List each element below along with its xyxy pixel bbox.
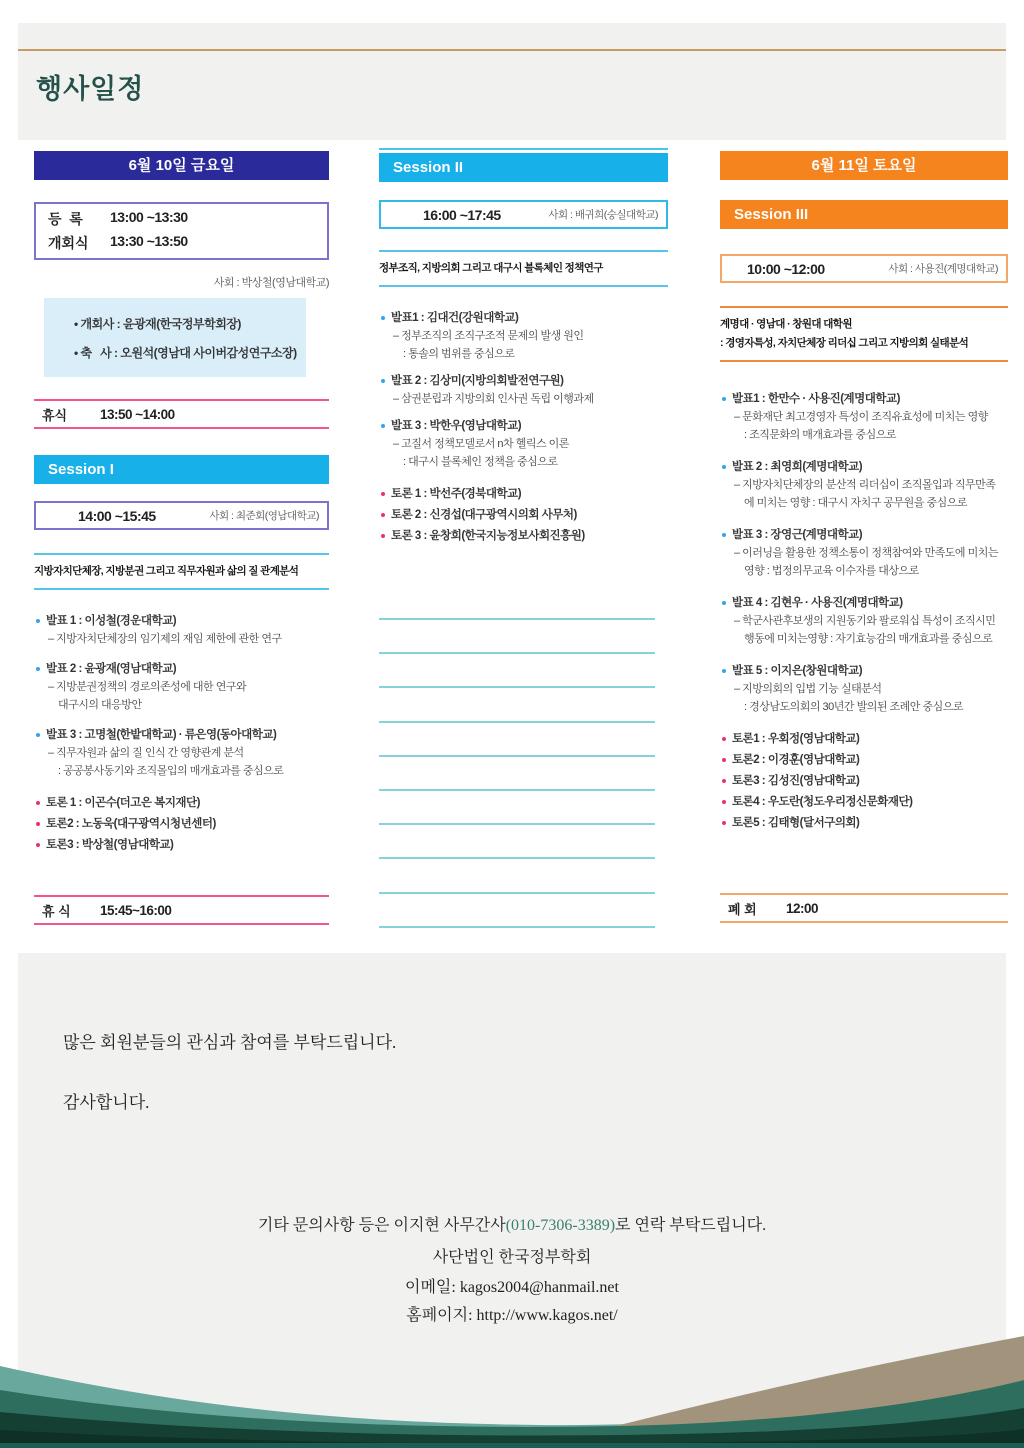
homepage-line: 홈페이지: http://www.kagos.net/ — [406, 1307, 618, 1324]
discussion-item — [720, 772, 1008, 790]
contact-suffix: 로 연락 부탁드립니다. — [615, 1217, 767, 1234]
session2-top-rule — [379, 148, 668, 150]
presentation-bullet-icon — [722, 669, 726, 673]
discussion-item — [720, 730, 1008, 748]
presentation-bullet-icon — [722, 533, 726, 537]
discussion-item — [34, 794, 329, 812]
item-subtitle: : 대구시 블록체인 정책을 중심으로 — [403, 456, 558, 468]
ruled-lines — [379, 618, 655, 938]
organization-name: 사단법인 한국정부학회 — [432, 1249, 592, 1266]
ruled-line — [379, 926, 655, 928]
item-title: 토론2 : 이경훈(영남대학교) — [720, 751, 1008, 769]
contact-prefix: 기타 문의사항 등은 이지현 사무간사 — [257, 1217, 506, 1234]
discussion-bullet-icon — [381, 492, 385, 496]
item-title: 발표1 : 한만수 · 사용진(계명대학교) — [720, 390, 1008, 408]
discussion-item — [720, 814, 1008, 832]
email-line: 이메일: kagos2004@hanmail.net — [405, 1279, 619, 1296]
presentation-item — [720, 390, 1008, 444]
item-title: 발표 3 : 박한우(영남대학교) — [379, 417, 668, 435]
closing-time: 12:00 — [786, 900, 819, 916]
page-title: 행사일정 — [36, 74, 145, 104]
presentation-item — [720, 594, 1008, 648]
discussion-bullet-icon — [381, 534, 385, 538]
session1-item-list — [34, 600, 329, 854]
item-subtitle: : 통솔의 범위를 중심으로 — [403, 348, 515, 360]
item-title: 발표1 : 김대건(강원대학교) — [379, 309, 668, 327]
item-subtitle: – 이러닝을 활용한 정책소통이 정책참여와 만족도에 미치는 — [734, 547, 998, 559]
footer-wave-decoration — [0, 1328, 1024, 1448]
presentation-item — [34, 726, 329, 780]
registration-box — [34, 202, 329, 260]
presentation-bullet-icon — [36, 733, 40, 737]
presentation-item — [379, 417, 668, 471]
item-title: 토론 2 : 신경섭(대구광역시의회 사무처) — [379, 506, 668, 524]
item-title: 발표 5 : 이지은(창원대학교) — [720, 662, 1008, 680]
session2-item-list — [379, 300, 668, 545]
session1-time-box — [34, 501, 329, 530]
item-subtitle: : 경상남도의회의 30년간 발의된 조례안 중심으로 — [744, 701, 963, 713]
item-title: 토론4 : 우도란(청도우리정신문화재단) — [720, 793, 1008, 811]
break-time: 13:50 ~14:00 — [100, 406, 175, 422]
item-title: 발표 3 : 장영근(계명대학교) — [720, 526, 1008, 544]
column-session2 — [379, 0, 668, 955]
presentation-item — [34, 612, 329, 648]
session2-header: Session II — [379, 153, 668, 182]
presentation-bullet-icon — [722, 465, 726, 469]
session3-item-list — [720, 376, 1008, 832]
contact-phone: (010-7306-3389) — [505, 1217, 616, 1234]
session3-topic-line1: 계명대 · 영남대 · 창원대 대학원 — [720, 318, 852, 330]
item-title: 토론3 : 박상철(영남대학교) — [34, 836, 329, 854]
item-subtitle: – 고질서 정책모델로서 n차 헬릭스 이론 — [393, 438, 569, 450]
registration-label: 개회식 — [48, 235, 89, 251]
discussion-item — [720, 793, 1008, 811]
item-subtitle: 에 미치는 영향 : 대구시 자치구 공무원을 중심으로 — [744, 497, 967, 509]
item-subtitle: 대구시의 대응방안 — [58, 699, 142, 711]
session2-topic: 정부조직, 지방의회 그리고 대구시 블록체인 정책연구 — [379, 262, 603, 274]
opening-remark: • 개회사 : 윤광재(한국정부학회장) — [74, 316, 241, 331]
discussion-item — [34, 815, 329, 833]
item-subtitle: – 지방자치단체장의 임기제의 재임 제한에 관한 연구 — [48, 633, 282, 645]
ruled-line — [379, 857, 655, 859]
session3-topic-block — [720, 306, 1008, 362]
item-title: 토론 3 : 윤창희(한국지능정보사회진흥원) — [379, 527, 668, 545]
item-subtitle: – 지방분권정책의 경로의존성에 대한 연구와 — [48, 681, 247, 693]
break-row-2 — [34, 895, 329, 925]
item-subtitle: – 학군사관후보생의 지원동기와 팔로워십 특성이 조직시민 — [734, 615, 996, 627]
discussion-item — [379, 485, 668, 503]
ruled-line — [379, 892, 655, 894]
session3-time-box — [720, 254, 1008, 283]
presentation-bullet-icon — [36, 619, 40, 623]
opening-remark: • 축 사 : 오원석(영남대 사이버감성연구소장) — [74, 345, 297, 360]
item-subtitle: – 지방자치단체장의 분산적 리더십이 조직몰입과 직무만족 — [734, 479, 996, 491]
presentation-item — [379, 372, 668, 408]
item-subtitle: : 조직문화의 매개효과를 중심으로 — [744, 429, 896, 441]
column-friday — [34, 0, 329, 955]
session1-time: 14:00 ~15:45 — [78, 507, 156, 524]
break-time: 15:45~16:00 — [100, 902, 172, 918]
contact-line — [0, 1212, 1024, 1235]
discussion-bullet-icon — [722, 758, 726, 762]
session3-topic-line2: : 경영자특성, 자치단체장 리더십 그리고 지방의회 실태분석 — [720, 337, 969, 349]
ruled-line — [379, 652, 655, 654]
discussion-bullet-icon — [36, 843, 40, 847]
closing-note-2: 감사합니다. — [63, 1093, 150, 1112]
item-subtitle: – 지방의회의 입법 기능 실태분석 — [734, 683, 882, 695]
discussion-item — [720, 751, 1008, 769]
registration-row — [48, 233, 327, 253]
closing-note-1: 많은 회원분들의 관심과 참여를 부탁드립니다. — [63, 1033, 397, 1052]
presentation-item — [379, 309, 668, 363]
ruled-line — [379, 823, 655, 825]
session2-moderator: 사회 : 배귀희(숭실대학교) — [548, 209, 658, 221]
session1-topic: 지방자치단체장, 지방분권 그리고 직무자원과 삶의 질 관계분석 — [34, 565, 299, 577]
presentation-item — [34, 660, 329, 714]
discussion-bullet-icon — [381, 513, 385, 517]
item-title: 토론1 : 우회정(영남대학교) — [720, 730, 1008, 748]
item-title: 발표 1 : 이성철(경운대학교) — [34, 612, 329, 630]
discussion-item — [34, 836, 329, 854]
item-subtitle: – 삼권분립과 지방의회 인사권 독립 이행과제 — [393, 393, 594, 405]
registration-time: 13:00 ~13:30 — [110, 209, 188, 225]
break-row-1 — [34, 399, 329, 429]
ruled-line — [379, 686, 655, 688]
opening-moderator: 사회 : 박상철(영남대학교) — [213, 277, 329, 289]
ruled-line — [379, 721, 655, 723]
presentation-bullet-icon — [381, 316, 385, 320]
column-saturday — [720, 0, 1008, 955]
item-title: 토론 1 : 이곤수(더고은 복지재단) — [34, 794, 329, 812]
session1-header: Session I — [34, 455, 329, 484]
discussion-bullet-icon — [722, 779, 726, 783]
item-title: 발표 4 : 김현우 · 사용진(계명대학교) — [720, 594, 1008, 612]
discussion-bullet-icon — [36, 822, 40, 826]
presentation-item — [720, 662, 1008, 716]
item-title: 토론5 : 김태형(달서구의회) — [720, 814, 1008, 832]
session2-time: 16:00 ~17:45 — [423, 206, 501, 223]
presentation-item — [720, 526, 1008, 580]
closing-row — [720, 893, 1008, 923]
session1-moderator: 사회 : 최준회(영남대학교) — [209, 510, 319, 522]
presentation-bullet-icon — [36, 667, 40, 671]
opening-remarks-box — [44, 298, 306, 377]
item-subtitle: 영향 : 법정의무교육 이수자를 대상으로 — [744, 565, 919, 577]
discussion-bullet-icon — [722, 821, 726, 825]
discussion-item — [379, 527, 668, 545]
session3-moderator: 사회 : 사용진(계명대학교) — [888, 263, 998, 275]
presentation-bullet-icon — [722, 601, 726, 605]
presentation-bullet-icon — [381, 424, 385, 428]
item-title: 토론3 : 김성진(영남대학교) — [720, 772, 1008, 790]
presentation-bullet-icon — [722, 397, 726, 401]
discussion-bullet-icon — [722, 800, 726, 804]
item-subtitle: – 정부조직의 조직구조적 문제의 발생 원인 — [393, 330, 584, 342]
registration-row — [48, 209, 327, 229]
item-title: 발표 3 : 고명철(한밭대학교) · 류은영(동아대학교) — [34, 726, 329, 744]
discussion-bullet-icon — [36, 801, 40, 805]
item-title: 발표 2 : 김상미(지방의회발전연구원) — [379, 372, 668, 390]
session1-topic-block — [34, 553, 329, 590]
item-title: 토론2 : 노동욱(대구광역시청년센터) — [34, 815, 329, 833]
session3-header: Session III — [720, 200, 1008, 229]
item-subtitle: – 직무자원과 삶의 질 인식 간 영향관계 분석 — [48, 747, 244, 759]
item-subtitle: 행동에 미치는영향 : 자기효능감의 매개효과를 중심으로 — [744, 633, 993, 645]
break-label: 휴 식 — [42, 903, 71, 919]
item-subtitle: – 문화재단 최고경영자 특성이 조직유효성에 미치는 영향 — [734, 411, 988, 423]
ruled-line — [379, 755, 655, 757]
closing-label: 폐 회 — [728, 901, 757, 917]
saturday-day-header: 6월 11일 토요일 — [720, 151, 1008, 180]
ruled-line — [379, 789, 655, 791]
break-label: 휴식 — [42, 407, 68, 423]
item-title: 발표 2 : 최영희(계명대학교) — [720, 458, 1008, 476]
item-subtitle: : 공공봉사동기와 조직몰입의 매개효과를 중심으로 — [58, 765, 284, 777]
discussion-item — [379, 506, 668, 524]
presentation-item — [720, 458, 1008, 512]
session2-topic-block — [379, 250, 668, 287]
session2-time-box — [379, 200, 668, 229]
ruled-line — [379, 618, 655, 620]
friday-day-header: 6월 10일 금요일 — [34, 151, 329, 180]
item-title: 발표 2 : 윤광재(영남대학교) — [34, 660, 329, 678]
registration-label: 등 록 — [48, 211, 83, 227]
discussion-bullet-icon — [722, 737, 726, 741]
item-title: 토론 1 : 박선주(경북대학교) — [379, 485, 668, 503]
session3-time: 10:00 ~12:00 — [747, 260, 825, 277]
registration-time: 13:30 ~13:50 — [110, 233, 188, 249]
presentation-bullet-icon — [381, 379, 385, 383]
